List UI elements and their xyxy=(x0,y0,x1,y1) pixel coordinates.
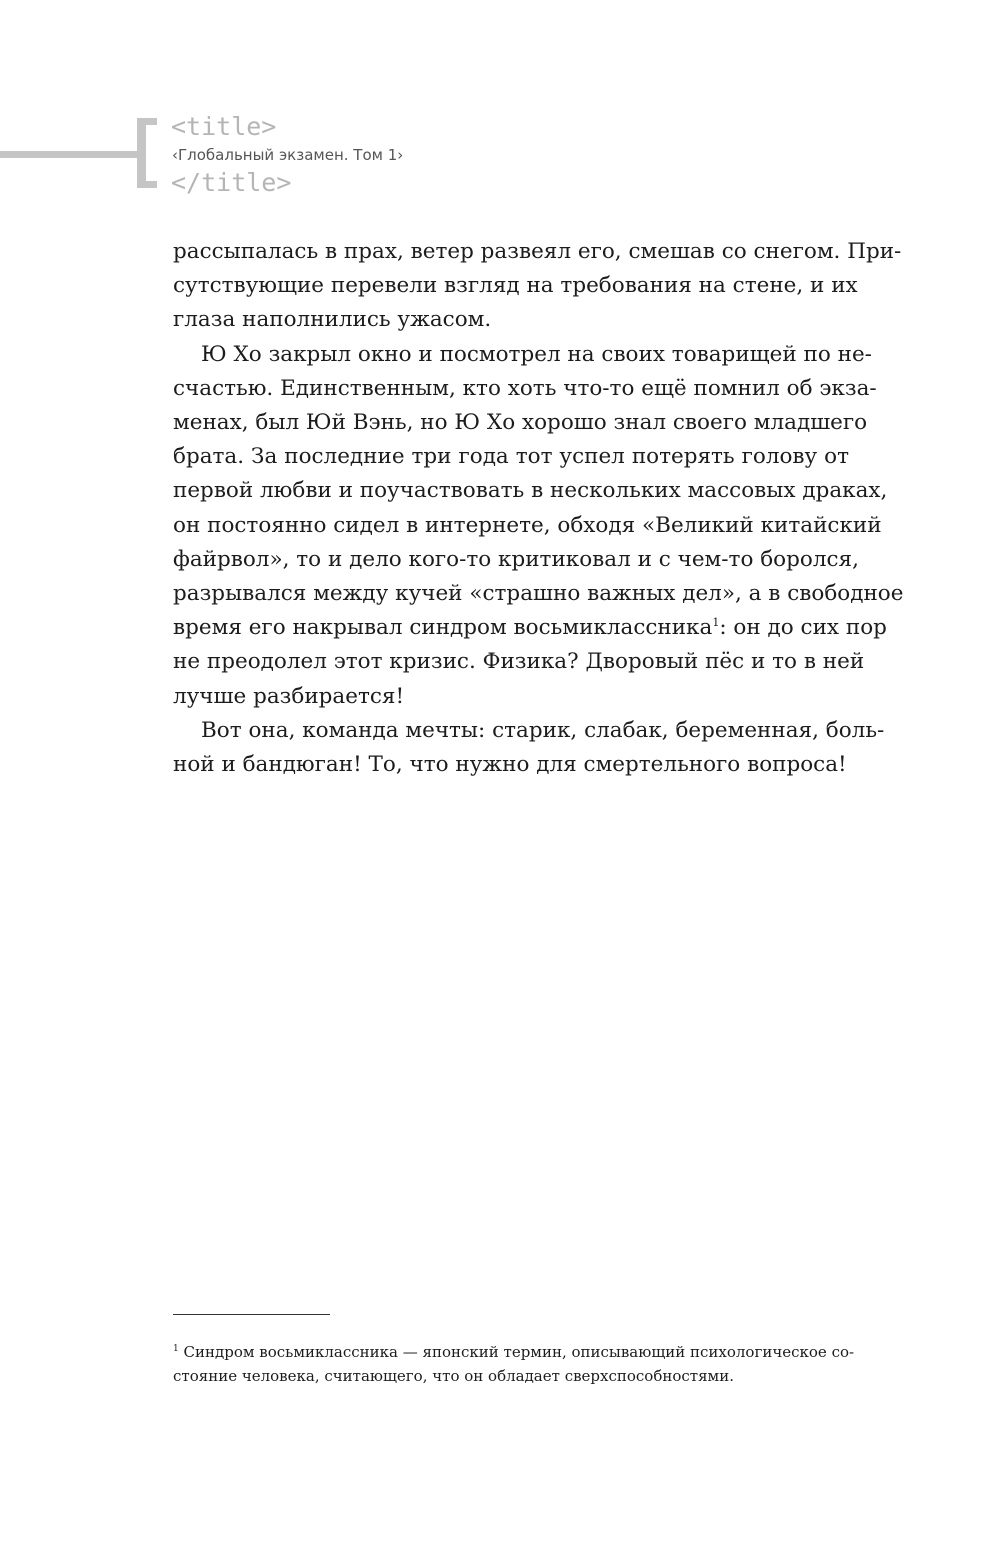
footnote-line: стояние человека, считающего, что он обладает сверхспособностями. xyxy=(173,1367,734,1385)
footnote-reference[interactable]: 1 xyxy=(712,616,720,630)
text-line: Вот она, команда мечты: старик, слабак, беременная, боль- xyxy=(201,717,885,743)
footnote-separator xyxy=(173,1314,330,1315)
footnote-number: 1 xyxy=(173,1344,179,1354)
body-text xyxy=(173,235,904,782)
footnote-line xyxy=(173,1340,855,1364)
text-line: он постоянно сидел в интернете, обходя «Великий китайский xyxy=(173,512,882,538)
title-close-tag: </title> xyxy=(171,168,292,197)
text-line: менах, был Юй Вэнь, но Ю Хо хорошо знал своего младшего xyxy=(173,410,868,436)
header-rule xyxy=(0,151,146,158)
header-bracket xyxy=(137,118,157,188)
text-line: рассыпалась в прах, ветер развеял его, смешав со снегом. При- xyxy=(173,239,902,264)
running-head-title: ‹Глобальный экзамен. Том 1› xyxy=(172,146,404,164)
text-segment: : он до сих пор xyxy=(719,615,887,641)
text-segment: время его накрывал синдром восьмиклассника xyxy=(173,615,713,641)
text-line: сутствующие перевели взгляд на требования на стене, и их xyxy=(173,273,858,299)
text-line: ной и бандюган! То, что нужно для смертельного вопроса! xyxy=(173,752,847,778)
text-line: глаза наполнились ужасом. xyxy=(173,307,492,333)
text-line: Ю Хо закрыл окно и посмотрел на своих товарищей по не- xyxy=(201,341,872,367)
text-line: лучше разбирается! xyxy=(173,683,405,709)
title-open-tag: <title> xyxy=(171,112,277,141)
footnote xyxy=(173,1340,855,1388)
text-line: не преодолел этот кризис. Физика? Дворовый пёс и то в ней xyxy=(173,649,865,675)
text-line: счастью. Единственным, кто хоть что-то ещё помнил об экза- xyxy=(173,375,877,401)
text-line-with-footnote xyxy=(173,611,887,645)
text-line: файрвол», то и дело кого-то критиковал и с чем-то боролся, xyxy=(173,546,859,572)
text-line: разрывался между кучей «страшно важных дел», а в свободное xyxy=(173,581,904,607)
text-line: брата. За последние три года тот успел потерять голову от xyxy=(173,444,849,470)
footnote-text: Синдром восьмиклассника — японский термин, описывающий психологическое со- xyxy=(183,1343,855,1361)
text-line: первой любви и поучаствовать в нескольких массовых драках, xyxy=(173,478,888,504)
